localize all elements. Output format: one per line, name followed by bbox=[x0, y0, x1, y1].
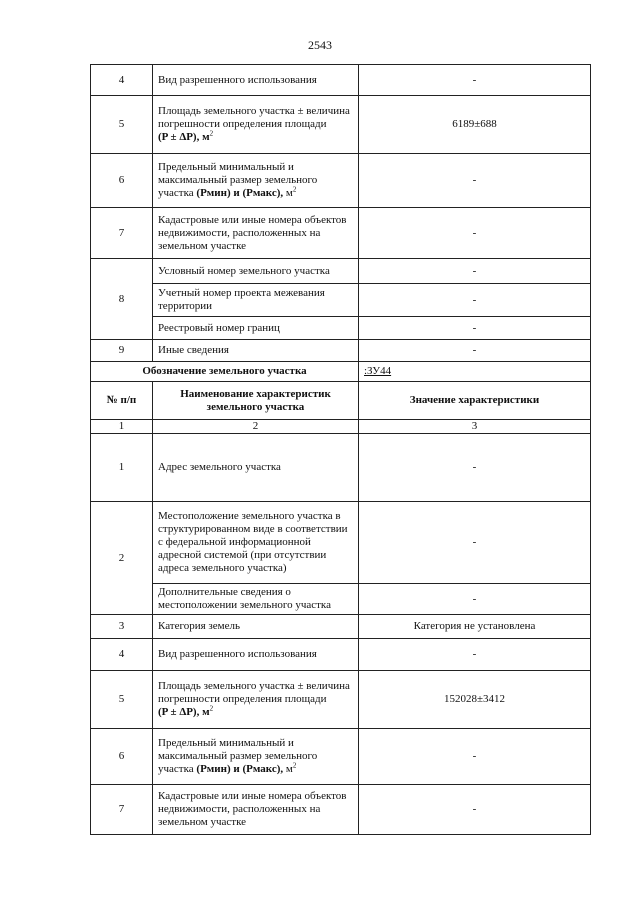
characteristic-value: - bbox=[359, 584, 591, 615]
row-number: 1 bbox=[91, 434, 153, 502]
characteristic-value: - bbox=[359, 785, 591, 835]
row-number: 6 bbox=[91, 154, 153, 208]
header-row bbox=[91, 382, 591, 420]
row-number: 7 bbox=[91, 785, 153, 835]
table-row bbox=[91, 340, 591, 362]
characteristic-name bbox=[153, 671, 359, 729]
column-number: 1 bbox=[91, 420, 153, 434]
table-row bbox=[91, 284, 591, 317]
table-row bbox=[91, 615, 591, 639]
characteristic-name bbox=[153, 96, 359, 154]
designation-row bbox=[91, 362, 591, 382]
characteristic-value: Категория не установлена bbox=[359, 615, 591, 639]
header-number: № п/п bbox=[91, 382, 153, 420]
characteristic-name: Реестровый номер границ bbox=[153, 317, 359, 340]
table-row bbox=[91, 317, 591, 340]
characteristic-name: Адрес земельного участка bbox=[153, 434, 359, 502]
table-row bbox=[91, 729, 591, 785]
header-value: Значение характеристики bbox=[359, 382, 591, 420]
row-number: 9 bbox=[91, 340, 153, 362]
size-unit: м bbox=[283, 763, 293, 775]
table-row bbox=[91, 639, 591, 671]
designation-label: Обозначение земельного участка bbox=[91, 362, 359, 382]
column-number: 2 bbox=[153, 420, 359, 434]
characteristic-value: - bbox=[359, 639, 591, 671]
row-number: 3 bbox=[91, 615, 153, 639]
size-unit-superscript: 2 bbox=[292, 185, 297, 194]
table-row bbox=[91, 208, 591, 259]
size-formula: (Pмин) и (Pмакс), bbox=[196, 187, 284, 199]
table-row bbox=[91, 502, 591, 584]
characteristic-value: 152028±3412 bbox=[359, 671, 591, 729]
area-unit-superscript: 2 bbox=[209, 129, 214, 138]
row-number: 4 bbox=[91, 65, 153, 96]
characteristic-value: - bbox=[359, 340, 591, 362]
size-unit-superscript: 2 bbox=[292, 761, 297, 770]
area-formula: (P ± ΔP), м bbox=[158, 706, 210, 718]
table-row bbox=[91, 434, 591, 502]
land-plot-table bbox=[90, 64, 591, 835]
characteristic-name: Условный номер земельного участка bbox=[153, 259, 359, 284]
characteristic-name: Вид разрешенного использования bbox=[153, 639, 359, 671]
characteristic-value: - bbox=[359, 317, 591, 340]
row-number: 7 bbox=[91, 208, 153, 259]
page-number: 2543 bbox=[308, 38, 332, 52]
header-numbers-row bbox=[91, 420, 591, 434]
row-number: 6 bbox=[91, 729, 153, 785]
characteristic-value: - bbox=[359, 208, 591, 259]
characteristic-name: Иные сведения bbox=[153, 340, 359, 362]
characteristic-value: - bbox=[359, 434, 591, 502]
header-name: Наименование характеристик земельного участка bbox=[153, 382, 359, 420]
area-label: Площадь земельного участка ± величина погрешности определения площади bbox=[158, 680, 350, 705]
table-row bbox=[91, 154, 591, 208]
area-formula: (P ± ΔP), м bbox=[158, 131, 210, 143]
characteristic-value: - bbox=[359, 284, 591, 317]
characteristic-value: - bbox=[359, 65, 591, 96]
characteristic-name: Местоположение земельного участка в структурированном виде в соответствии с федеральной информационной адресной системой (при отсутствии адреса земельного участка) bbox=[153, 502, 359, 584]
row-number: 8 bbox=[91, 259, 153, 340]
table-row bbox=[91, 785, 591, 835]
area-unit-superscript: 2 bbox=[209, 704, 214, 713]
table-row bbox=[91, 584, 591, 615]
row-number: 4 bbox=[91, 639, 153, 671]
table-row bbox=[91, 671, 591, 729]
characteristic-name: Кадастровые или иные номера объектов недвижимости, расположенных на земельном участке bbox=[153, 208, 359, 259]
designation-value bbox=[359, 362, 591, 382]
characteristic-name: Кадастровые или иные номера объектов недвижимости, расположенных на земельном участке bbox=[153, 785, 359, 835]
characteristic-value: - bbox=[359, 502, 591, 584]
size-unit: м bbox=[283, 187, 293, 199]
table-row bbox=[91, 96, 591, 154]
characteristic-name: Вид разрешенного использования bbox=[153, 65, 359, 96]
characteristic-value: - bbox=[359, 154, 591, 208]
column-number: 3 bbox=[359, 420, 591, 434]
row-number: 2 bbox=[91, 502, 153, 615]
characteristic-value: 6189±688 bbox=[359, 96, 591, 154]
characteristic-name: Учетный номер проекта межевания территории bbox=[153, 284, 359, 317]
characteristic-name bbox=[153, 154, 359, 208]
size-label: Предельный минимальный и максимальный размер земельного участка bbox=[158, 161, 318, 199]
plot-code: :ЗУ44 bbox=[364, 365, 392, 377]
row-number: 5 bbox=[91, 671, 153, 729]
table-row bbox=[91, 259, 591, 284]
characteristic-value: - bbox=[359, 259, 591, 284]
size-label: Предельный минимальный и максимальный размер земельного участка bbox=[158, 737, 318, 775]
characteristic-value: - bbox=[359, 729, 591, 785]
table-row bbox=[91, 65, 591, 96]
characteristic-name: Дополнительные сведения о местоположении земельного участка bbox=[153, 584, 359, 615]
area-label: Площадь земельного участка ± величина погрешности определения площади bbox=[158, 105, 350, 130]
characteristic-name bbox=[153, 729, 359, 785]
characteristic-name: Категория земель bbox=[153, 615, 359, 639]
size-formula: (Pмин) и (Pмакс), bbox=[196, 763, 284, 775]
row-number: 5 bbox=[91, 96, 153, 154]
